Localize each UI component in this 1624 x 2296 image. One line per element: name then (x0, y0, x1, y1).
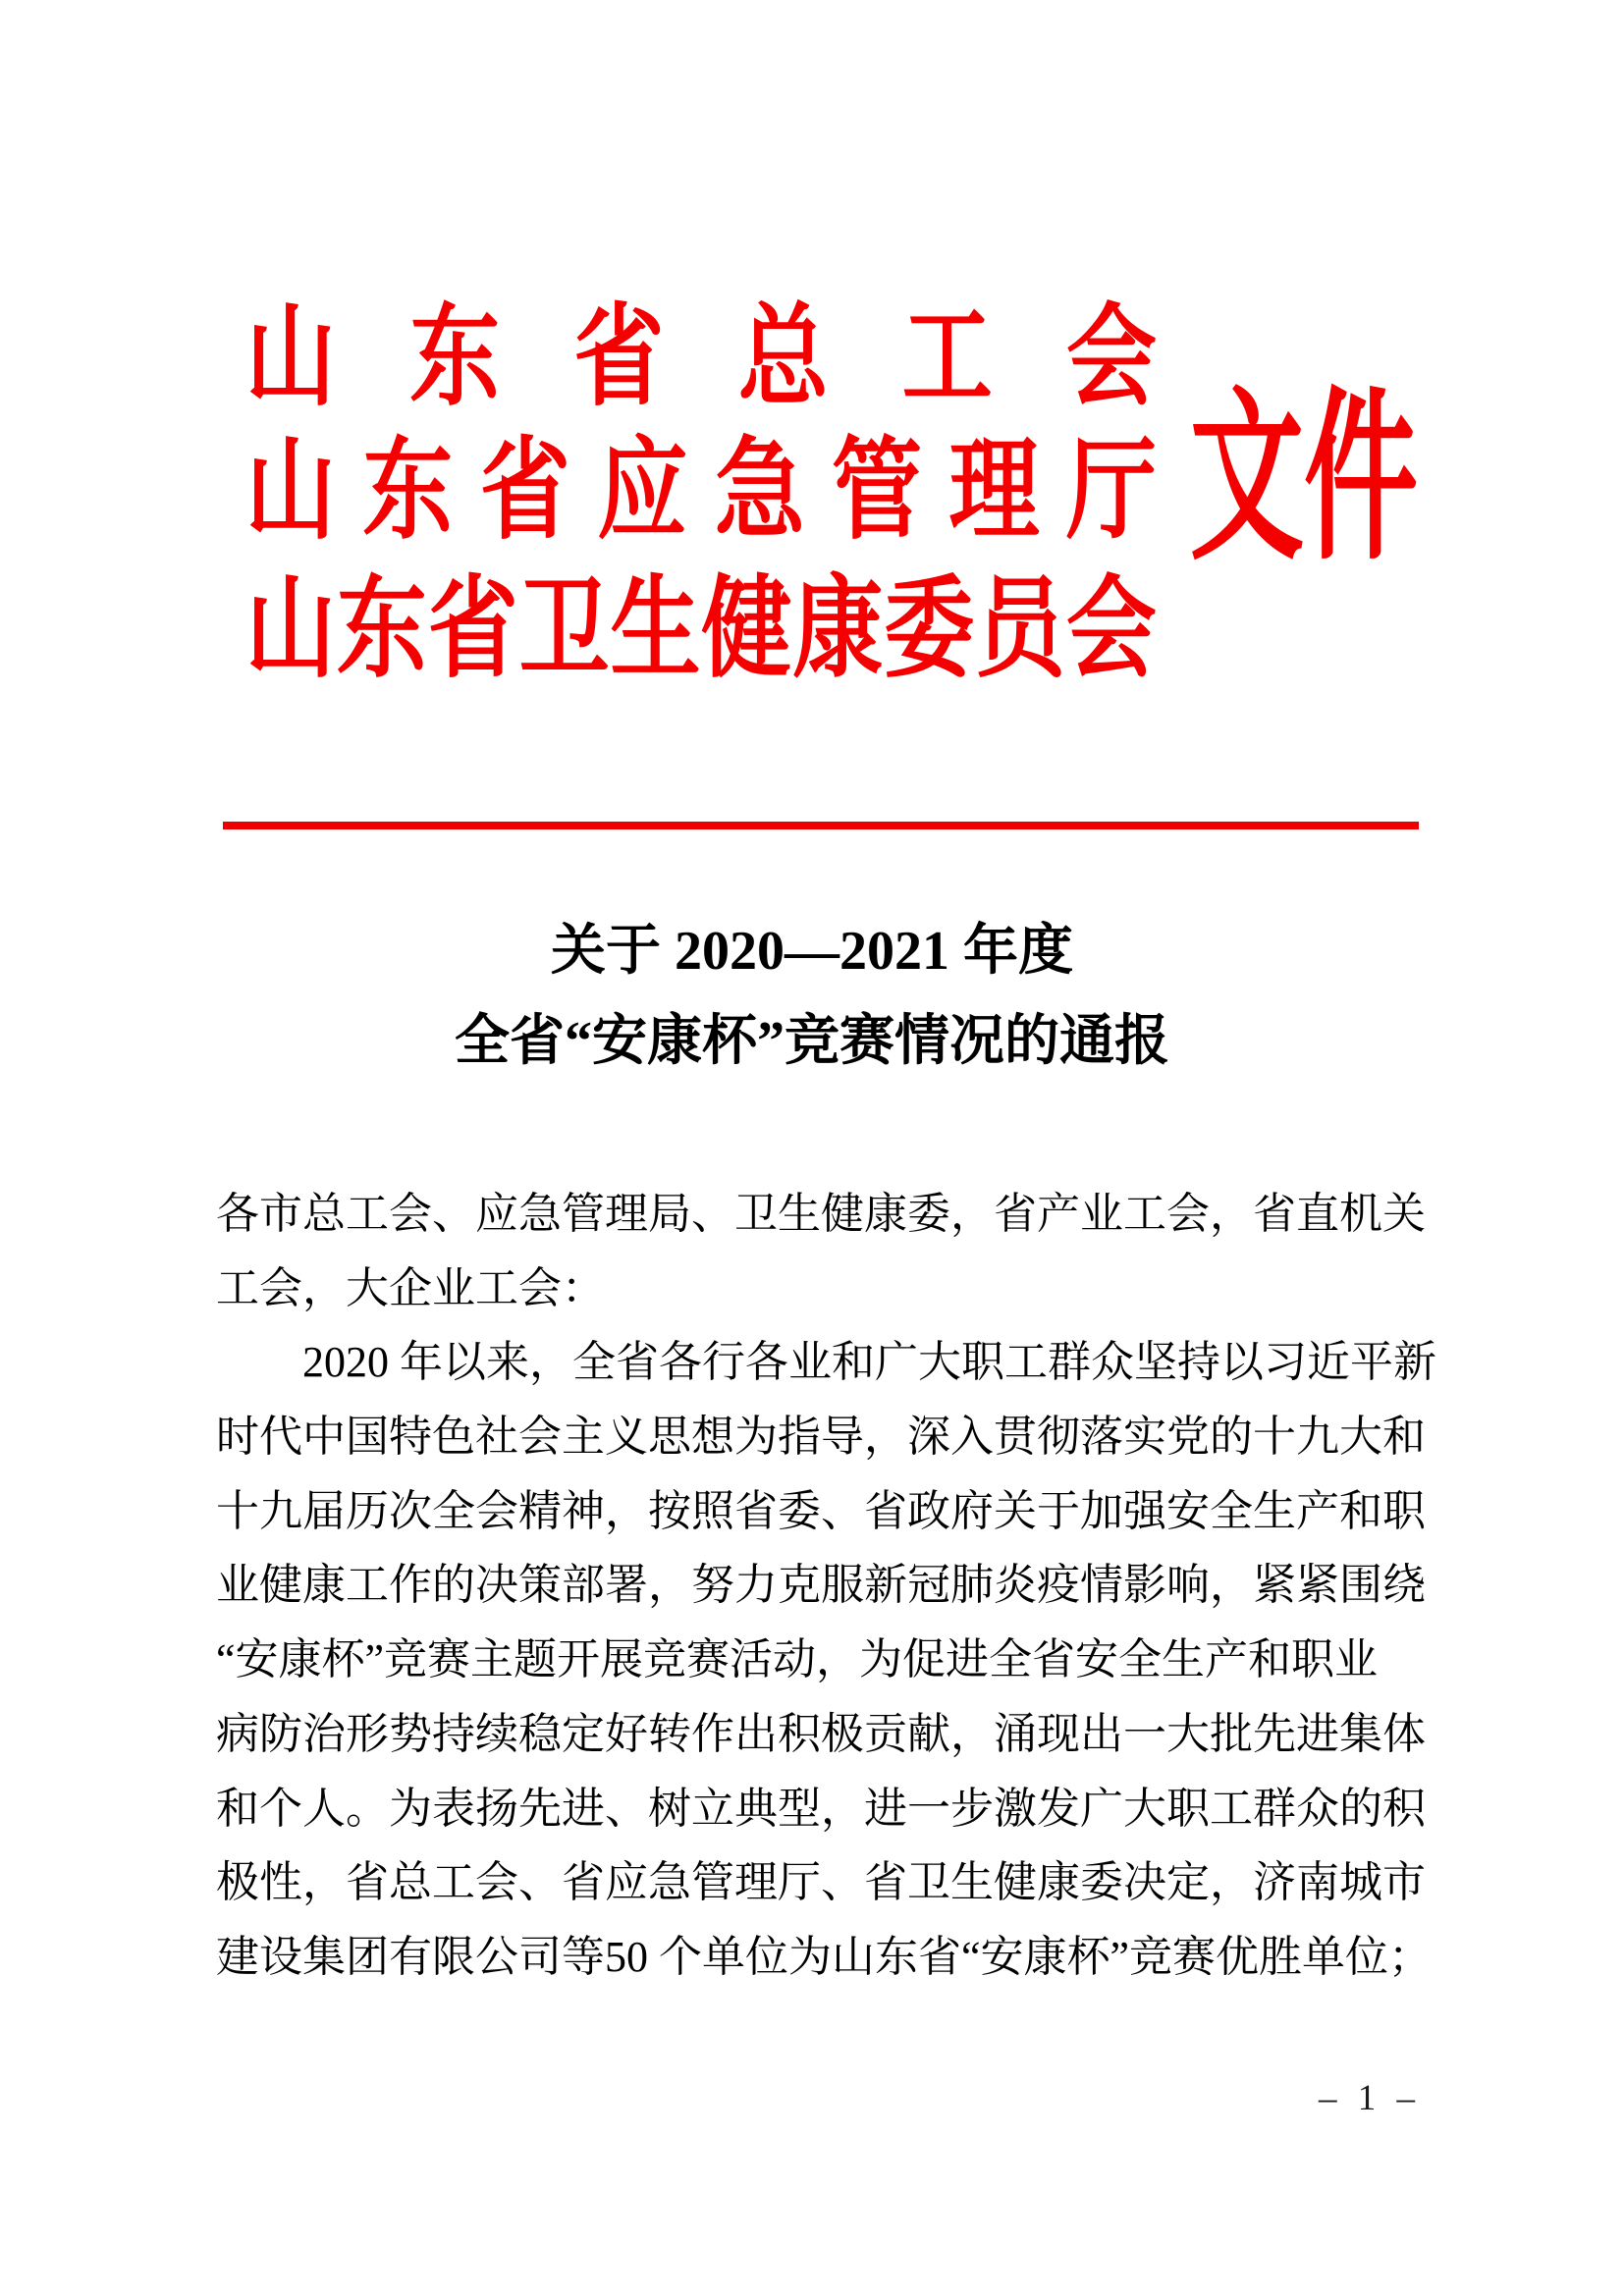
doc-type-label: 文 件 (1190, 379, 1418, 583)
body-text-line: 时代中国特色社会主义思想为指导，深入贯彻落实党的十九大和 (216, 1413, 1426, 1462)
body-text-line: 各市总工会、应急管理局、卫生健康委，省产业工会，省直机关 (216, 1190, 1426, 1238)
letterhead-org-name-2: 山 东 省 应 急 管 理 厅 (245, 429, 1157, 553)
page-number: – 1 – (1319, 2078, 1421, 2118)
document-title-line-1: 关于 2020—2021 年度 (551, 921, 1073, 982)
body-text-line: “安康杯”竞赛主题开展竞赛活动，为促进全省安全生产和职业 (216, 1635, 1379, 1684)
letterhead-org-name-3: 山 东 省 卫 生 健 康 委 员 会 (245, 567, 1157, 691)
document-title-line-2: 全省“安康杯”竞赛情况的通报 (455, 1011, 1169, 1072)
body-text-line: 工会，大企业工会： (216, 1263, 605, 1312)
body-text-line: 病防治形势持续稳定好转作出积极贡献，涌现出一大批先进集体 (216, 1709, 1426, 1758)
body-text-line: 业健康工作的决策部署，努力克服新冠肺炎疫情影响，紧紧围绕 (216, 1561, 1426, 1610)
body-text-line: 建设集团有限公司等50 个单位为山东省“安康杯”竞赛优胜单位； (216, 1932, 1433, 1981)
body-text-line: 极性，省总工会、省应急管理厅、省卫生健康委决定，济南城市 (216, 1858, 1426, 1907)
body-text-line: 和个人。为表扬先进、树立典型，进一步激发广大职工群众的积 (216, 1784, 1426, 1833)
body-text-line: 2020 年以来，全省各行各业和广大职工群众坚持以习近平新 (302, 1338, 1436, 1387)
letterhead-org-name-1: 山 东 省 总 工 会 (245, 295, 1157, 419)
red-divider-line (223, 822, 1419, 829)
body-text (216, 1177, 1434, 1995)
body-text-line: 十九届历次全会精神，按照省委、省政府关于加强安全生产和职 (216, 1486, 1426, 1535)
